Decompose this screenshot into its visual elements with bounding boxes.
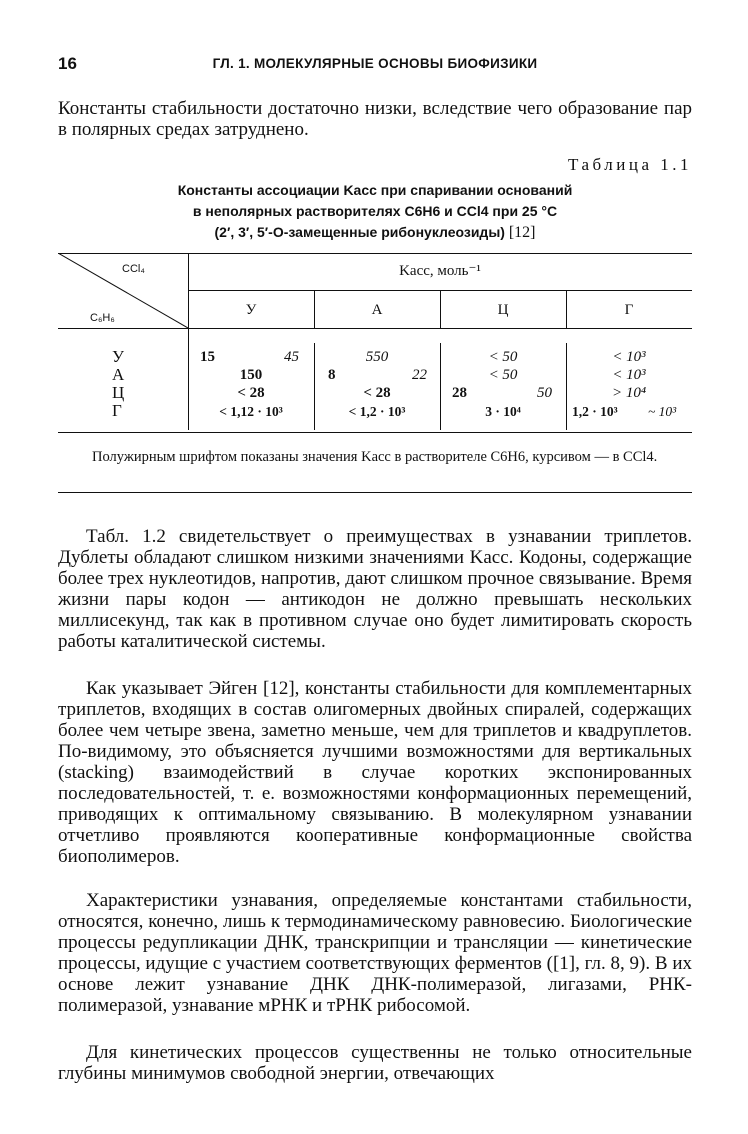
intro-paragraph: Константы стабильности достаточно низки, вследствие чего образование пар в полярных средах затруднено. xyxy=(58,98,692,140)
cell-c-u: < 50 xyxy=(488,349,518,365)
units-header: Kacc, моль⁻¹ xyxy=(399,263,481,279)
table-note: Полужирным шрифтом показаны значения Kacc в растворителе C6H6, курсивом — в CCl4. xyxy=(92,449,658,465)
corner-top-label: CCl₄ xyxy=(122,263,145,275)
cell-u-u-ccl4: 45 xyxy=(284,349,299,365)
corner-bottom-label: C₆H₆ xyxy=(90,312,115,324)
cell-g-a: < 10³ xyxy=(612,367,646,383)
body-paragraph-2: Как указывает Эйген [12], константы стабильности для комплементарных триплетов, входящих в состав олигомерных двойных спиралей, содержащих более чем четыре звена, заметно меньше, чем для триплетов и квадруплетов. По-видимому, это объясняется лучшими возможностями для вертикальных (stacking) взаимодействий в случае коротких экспонированных последовательностей, т. е. возможностями конформационных перемещений, приводящих к оптимальному связыванию. В молекулярном узнавании отчетливо проявляются кооперативные конформационные свойства биополимеров. xyxy=(58,678,692,867)
cell-a-a-ccl4: 22 xyxy=(412,367,427,383)
table-bottom-rule xyxy=(58,492,692,493)
table-body-bottom-rule xyxy=(58,432,692,433)
body-paragraph-3: Характеристики узнавания, определяемые константами стабильности, относятся, конечно, лишь к термодинамическому равновесию. Биологические процессы редупликации ДНК, транскрипции и трансляции — кинетические процессы, идущие с участием соответствующих ферментов ([1], гл. 8, 9). В их основе лежит узнавание ДНК ДНК-полимеразой, лигазами, РНК-полимеразой, узнавание мРНК и тРНК рибосомой. xyxy=(58,890,692,1016)
caption-reference: [12] xyxy=(508,224,536,241)
column-header-a: А xyxy=(371,302,383,318)
cell-c-g: 3 · 10⁴ xyxy=(485,404,521,419)
row-label-a: А xyxy=(112,365,125,384)
caption-line-2: в неполярных растворителях C6H6 и CCl4 при 25 °C xyxy=(192,203,558,219)
cell-a-c: < 28 xyxy=(363,385,391,401)
cell-a-a-c6h6: 8 xyxy=(328,367,336,383)
chapter-title: ГЛ. 1. МОЛЕКУЛЯРНЫЕ ОСНОВЫ БИОФИЗИКИ xyxy=(212,56,538,71)
cell-g-g-c6h6: 1,2 · 10³ xyxy=(572,404,618,419)
column-header-c: Ц xyxy=(497,302,509,318)
body-paragraph-1: Табл. 1.2 свидетельствует о преимуществах в узнавании триплетов. Дублеты обладают слишком низкими значениями Kacc. Кодоны, содержащие более трех нуклеотидов, напротив, дают слишком прочное связывание. Время жизни пары кодон — антикодон не должно превышать нескольких миллисекунд, так как в противном случае оно будет лимитировать скорость работы каталитической системы. xyxy=(58,526,692,652)
header-bottom-rule xyxy=(58,328,692,329)
column-header-u: У xyxy=(245,302,257,318)
cell-a-u: 550 xyxy=(365,349,389,365)
cell-g-u: < 10³ xyxy=(612,349,646,365)
cell-u-u-c6h6: 15 xyxy=(200,349,215,365)
column-header-g: Г xyxy=(624,302,634,318)
row-label-g: Г xyxy=(112,401,122,420)
cell-u-g: < 1,12 · 10³ xyxy=(219,404,283,419)
cell-c-c-c6h6: 28 xyxy=(452,385,467,401)
running-head xyxy=(58,54,692,78)
table-caption xyxy=(58,180,692,243)
cell-u-a: 150 xyxy=(239,367,263,383)
caption-line-3-text: (2′, 3′, 5′-О-замещенные рибонуклеозиды) xyxy=(214,224,505,240)
cell-c-a: < 50 xyxy=(488,367,518,383)
row-label-u: У xyxy=(112,347,125,366)
cell-u-c: < 28 xyxy=(237,385,265,401)
cell-a-g: < 1,2 · 10³ xyxy=(348,404,406,419)
cell-c-c-ccl4: 50 xyxy=(537,385,552,401)
page-number: 16 xyxy=(58,54,77,73)
body-paragraph-4: Для кинетических процессов существенны не только относительные глубины минимумов свободной энергии, отвечающих xyxy=(58,1042,692,1084)
caption-line-1: Константы ассоциации Kacc при спаривании оснований xyxy=(177,182,573,198)
caption-line-3 xyxy=(58,222,692,243)
cell-g-c: > 10⁴ xyxy=(611,385,647,401)
cell-g-g-ccl4: ~ 10³ xyxy=(648,404,677,419)
row-label-c: Ц xyxy=(112,383,125,402)
table-label: Таблица 1.1 xyxy=(568,155,692,174)
